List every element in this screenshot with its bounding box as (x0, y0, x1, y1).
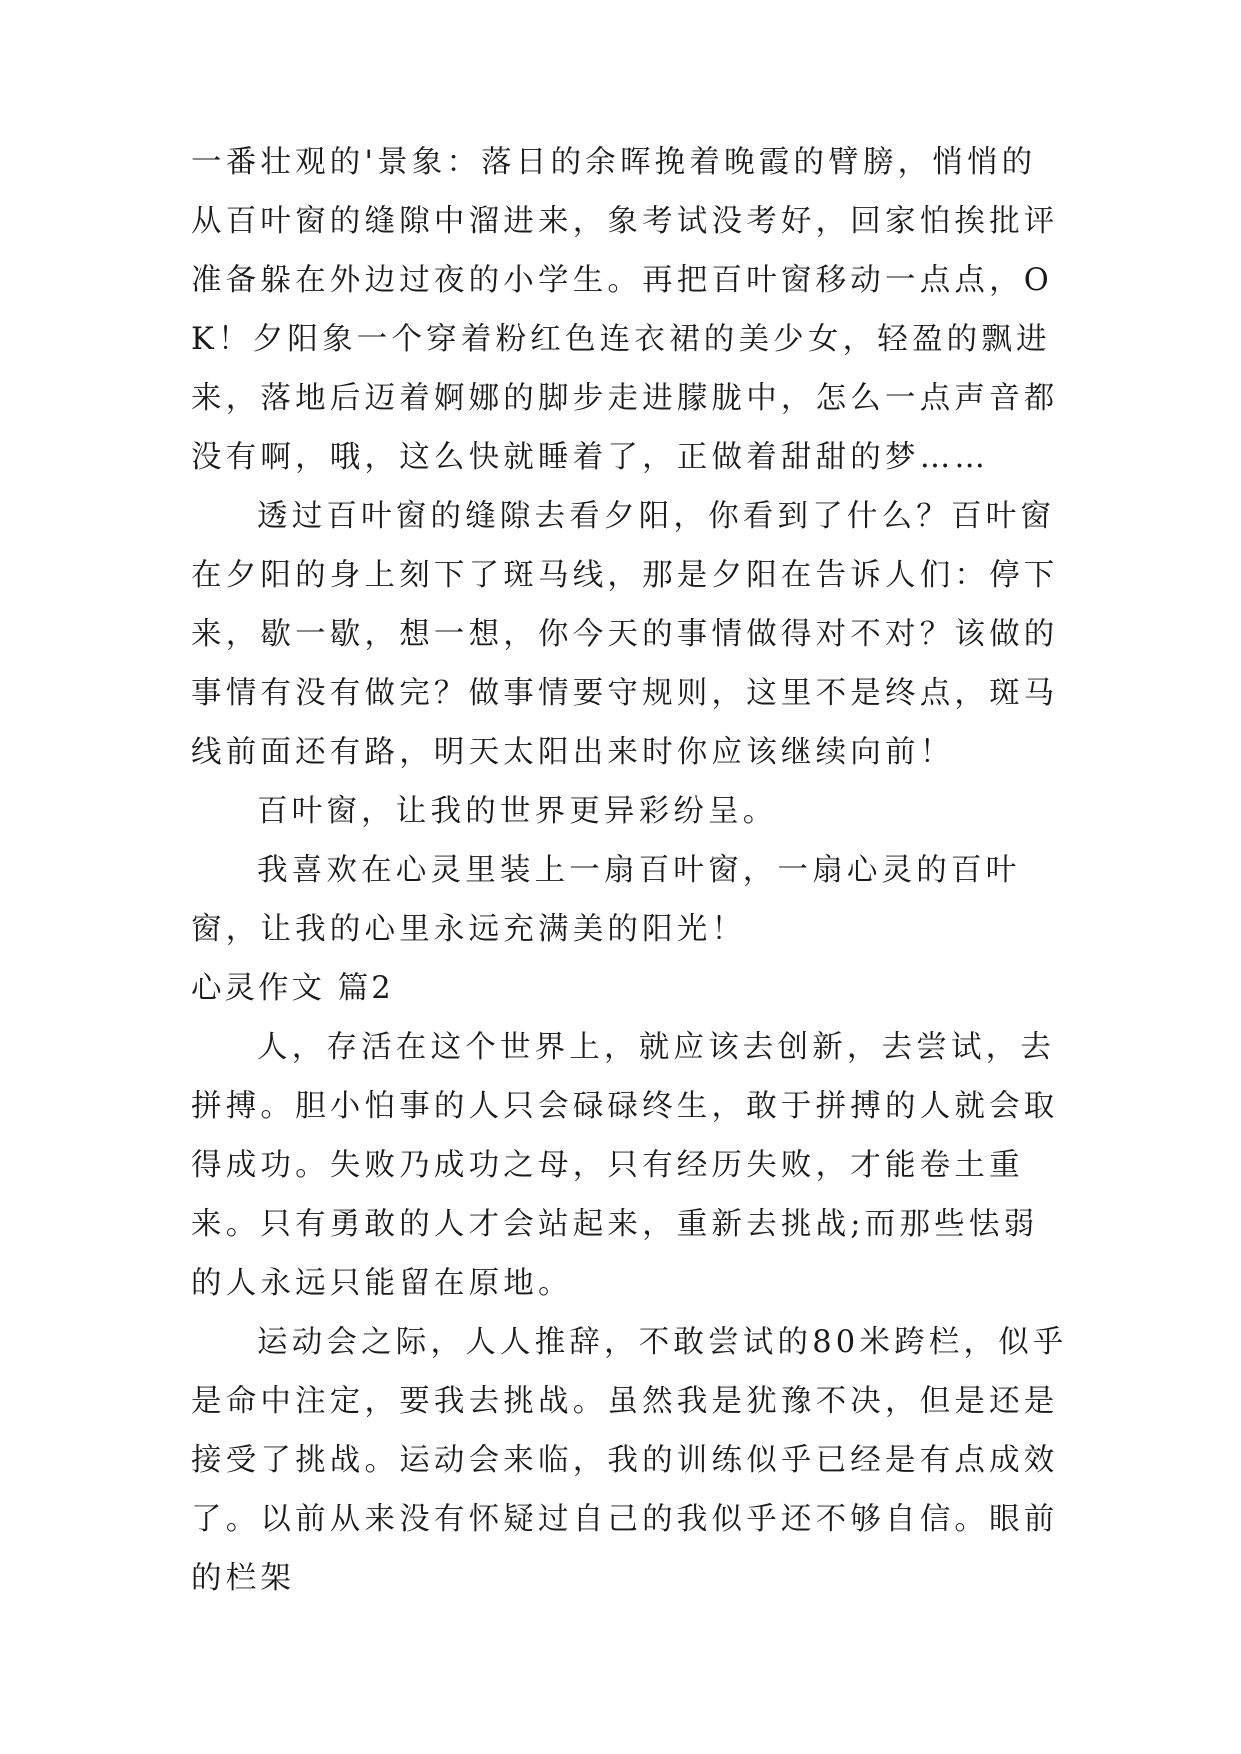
paragraph-zebra-lines: 透过百叶窗的缝隙去看夕阳，你看到了什么？百叶窗在夕阳的身上刻下了斑马线，那是夕阳在告诉人们：停下来，歇一歇，想一想，你今天的事情做得对不对？该做的事情有没有做完？做事情要守规则，这里不是终点，斑马线前面还有路，明天太阳出来时你应该继续向前！ (191, 499, 1059, 770)
paragraph-sports-meet: 运动会之际，人人推辞，不敢尝试的80米跨栏，似乎是命中注定，要我去挑战。虽然我是犹豫不决，但是还是接受了挑战。运动会来临，我的训练似乎已经是有点成效了。以前从来没有怀疑过自己的我似乎还不够自信。眼前的栏架 (191, 1325, 1068, 1596)
section-heading: 心灵作文 篇2 (191, 971, 394, 1006)
paragraph-sunset-scene: 一番壮观的'景象：落日的余晖挽着晚霞的臂膀，悄悄的从百叶窗的缝隙中溜进来，象考试没考好，回家怕挨批评准备躲在外边过夜的小学生。再把百叶窗移动一点点，OK！夕阳象一个穿着粉红色连衣裙的美少女，轻盈的飘进来，落地后迈着婀娜的脚步走进朦胧中，怎么一点声音都没有啊，哦，这么快就睡着了，正做着甜甜的梦…… (191, 145, 1059, 475)
document-body (191, 133, 1071, 1608)
paragraph-heart-window: 我喜欢在心灵里装上一扇百叶窗，一扇心灵的百叶窗，让我的心里永远充满美的阳光！ (191, 853, 1021, 947)
paragraph-colorful-world: 百叶窗，让我的世界更异彩纷呈。 (257, 794, 778, 829)
paragraph-courage: 人，存活在这个世界上，就应该去创新，去尝试，去拼搏。胆小怕事的人只会碌碌终生，敢于拼搏的人就会取得成功。失败乃成功之母，只有经历失败，才能卷土重来。只有勇敢的人才会站起来，重新去挑战;而那些怯弱的人永远只能留在原地。 (191, 1030, 1059, 1301)
